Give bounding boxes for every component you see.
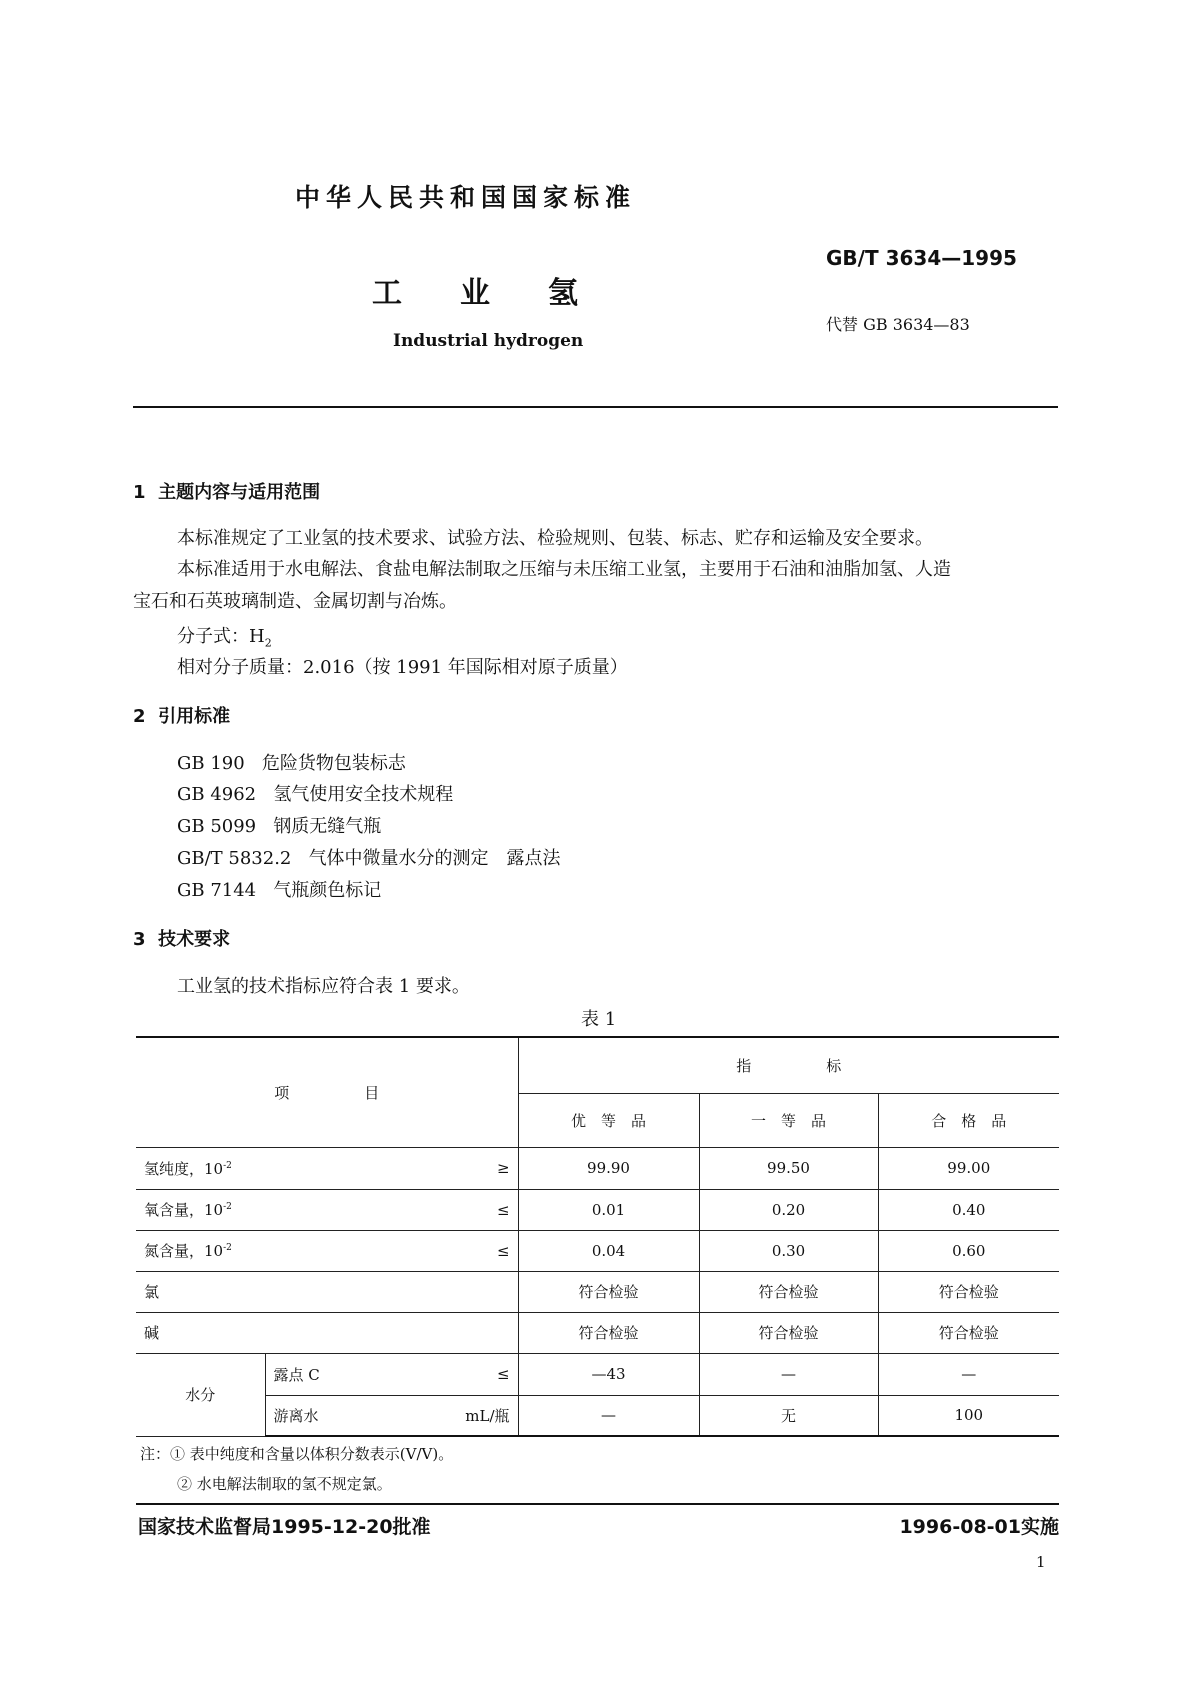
english-title: Industrial hydrogen: [393, 331, 584, 351]
water-label: 水分: [136, 1353, 265, 1436]
value-cell: 99.90: [518, 1147, 699, 1189]
value-cell: 符合检验: [518, 1271, 699, 1312]
molar-mass: 相对分子质量：2.016（按 1991 年国际相对原子质量）: [177, 657, 628, 678]
page-number: 1: [1036, 1553, 1046, 1571]
item-label: [144, 1158, 232, 1179]
item-text: 氮含量，10: [144, 1242, 224, 1260]
table-note-1: 注：① 表中纯度和含量以体积分数表示(V/V)。: [140, 1445, 454, 1463]
value-cell: 0.60: [878, 1230, 1059, 1271]
index-header: 指 标: [518, 1037, 1059, 1093]
value-cell: 无: [699, 1395, 878, 1436]
section-3-heading: [133, 925, 230, 951]
value-cell: —43: [518, 1353, 699, 1395]
grade-header: 合 格 品: [878, 1093, 1059, 1147]
table-row: [136, 1353, 1059, 1395]
value-cell: —: [518, 1395, 699, 1436]
document-title: 工 业 氢: [372, 276, 592, 311]
item-cell: [136, 1147, 518, 1189]
reference-code: GB 4962: [177, 784, 257, 805]
item-text: 氢纯度，10: [144, 1159, 224, 1178]
reference-item: [177, 812, 381, 838]
item-text: 露点 C: [273, 1365, 320, 1384]
section-1-heading: [133, 478, 320, 504]
table-row: [136, 1271, 1059, 1312]
formula-subscript: 2: [264, 636, 272, 650]
scope-paragraph-2-line-2: 宝石和石英玻璃制造、金属切割与冶炼。: [133, 591, 457, 612]
item-cell: 碱: [136, 1312, 518, 1353]
value-cell: 0.04: [518, 1230, 699, 1271]
item-exponent: -2: [223, 1160, 232, 1171]
reference-item: [177, 749, 406, 775]
relation-symbol: ≥: [496, 1159, 510, 1177]
section-number: 1: [133, 482, 146, 503]
item-text: 游离水: [273, 1406, 319, 1425]
item-cell: 氯: [136, 1271, 518, 1312]
reference-item: [177, 780, 453, 806]
reference-item: [177, 844, 561, 870]
section-2-heading: [133, 702, 230, 728]
molecular-formula: [177, 622, 272, 650]
item-cell: [265, 1353, 518, 1395]
item-header: 项 目: [136, 1037, 518, 1147]
reference-title: 危险货物包装标志: [261, 753, 406, 774]
value-cell: 符合检验: [699, 1271, 878, 1312]
value-cell: 0.20: [699, 1189, 878, 1230]
scope-paragraph-2-line-1: 本标准适用于水电解法、食盐电解法制取之压缩与未压缩工业氢，主要用于石油和油脂加氢、人造: [177, 559, 951, 580]
specification-table: [136, 1036, 1059, 1437]
national-standard-heading: 中华人民共和国国家标准: [295, 183, 637, 212]
relation-symbol: ≤: [496, 1241, 510, 1260]
value-cell: 0.30: [699, 1230, 878, 1271]
reference-code: GB 5099: [177, 816, 257, 837]
value-cell: 符合检验: [699, 1312, 878, 1353]
section-title: 主题内容与适用范围: [158, 482, 321, 503]
reference-title: 氢气使用安全技术规程: [273, 784, 454, 805]
replaces-note: 代替 GB 3634—83: [826, 315, 970, 334]
item-exponent: -2: [223, 1202, 232, 1212]
relation-symbol: ≤: [496, 1200, 510, 1219]
value-cell: 99.00: [878, 1147, 1059, 1189]
effective-date: 1996-08-01实施: [899, 1516, 1059, 1538]
value-cell: 100: [878, 1395, 1059, 1436]
relation-symbol: ≤: [496, 1365, 510, 1383]
item-text: 氧含量，10: [144, 1201, 224, 1219]
reference-title: 气瓶颜色标记: [273, 880, 382, 901]
table-row: [136, 1147, 1059, 1189]
item-cell: [136, 1230, 518, 1271]
grade-header: 一 等 品: [699, 1093, 878, 1147]
value-cell: 符合检验: [518, 1312, 699, 1353]
reference-title: 钢质无缝气瓶: [273, 816, 382, 837]
header-divider: [133, 406, 1058, 408]
table-row: [136, 1312, 1059, 1353]
table-row: [136, 1189, 1059, 1230]
item-label: [144, 1199, 232, 1220]
item-cell: [265, 1395, 518, 1436]
standard-code: GB/T 3634—1995: [826, 246, 1017, 270]
footer-divider: [136, 1503, 1059, 1505]
table-note-2: ② 水电解法制取的氢不规定氯。: [177, 1475, 392, 1493]
item-label: [144, 1240, 232, 1261]
table-row: [136, 1395, 1059, 1436]
section-number: 2: [133, 706, 146, 727]
unit-label: mL/瓶: [465, 1406, 510, 1425]
section-title: 技术要求: [158, 929, 231, 950]
requirements-paragraph: 工业氢的技术指标应符合表 1 要求。: [177, 976, 470, 997]
reference-title: 气体中微量水分的测定 露点法: [308, 848, 561, 869]
value-cell: —: [699, 1353, 878, 1395]
value-cell: 0.40: [878, 1189, 1059, 1230]
item-exponent: -2: [223, 1243, 232, 1253]
scope-paragraph-1: 本标准规定了工业氢的技术要求、试验方法、检验规则、包装、标志、贮存和运输及安全要求。: [177, 528, 933, 549]
formula-label: 分子式：H: [177, 626, 265, 647]
value-cell: 符合检验: [878, 1271, 1059, 1312]
table-caption: 表 1: [581, 1009, 617, 1030]
grade-header: 优 等 品: [518, 1093, 699, 1147]
approval-line: 国家技术监督局1995-12-20批准: [138, 1516, 431, 1538]
value-cell: 符合检验: [878, 1312, 1059, 1353]
section-title: 引用标准: [158, 706, 231, 727]
reference-item: [177, 876, 381, 902]
section-number: 3: [133, 929, 146, 950]
table-row: [136, 1230, 1059, 1271]
value-cell: 99.50: [699, 1147, 878, 1189]
reference-code: GB 190: [177, 753, 245, 774]
reference-code: GB/T 5832.2: [177, 848, 292, 869]
value-cell: —: [878, 1353, 1059, 1395]
value-cell: 0.01: [518, 1189, 699, 1230]
reference-code: GB 7144: [177, 880, 257, 901]
item-cell: [136, 1189, 518, 1230]
